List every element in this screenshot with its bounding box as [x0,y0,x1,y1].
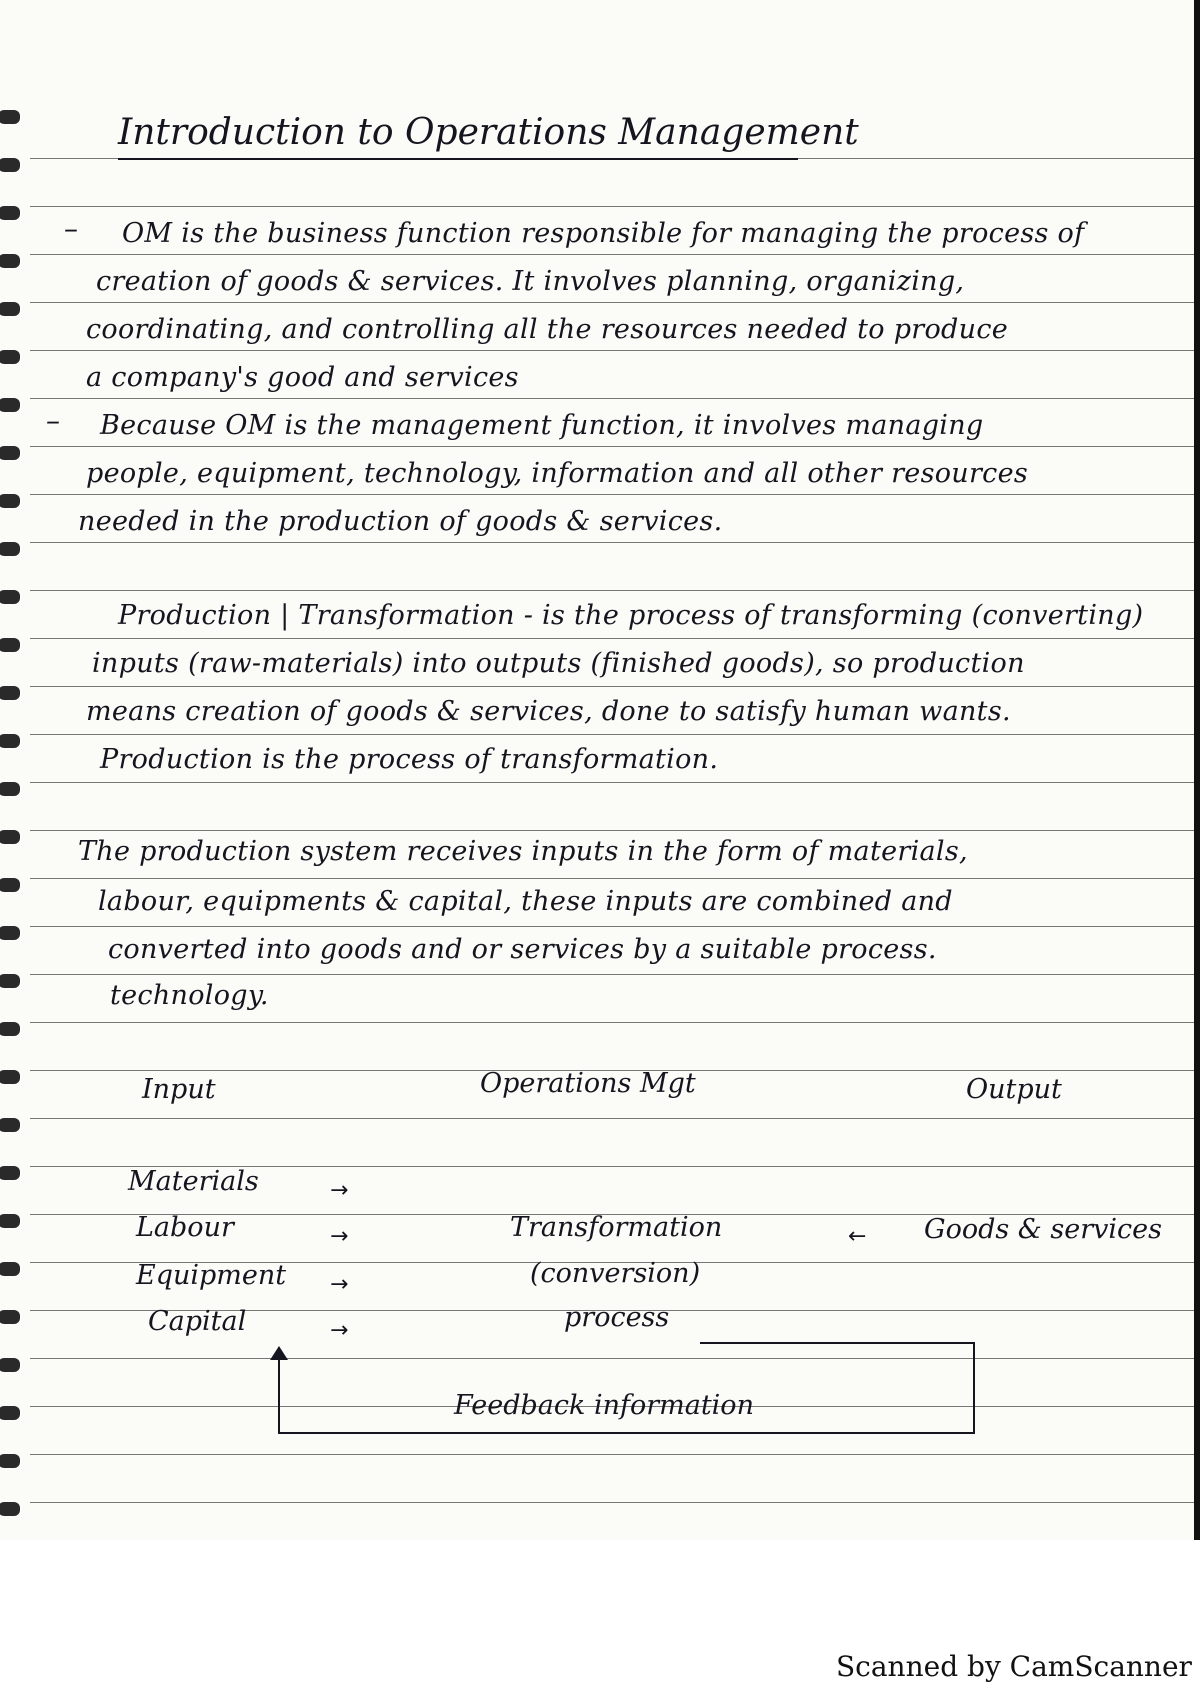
arrow-up-icon [270,1346,288,1360]
binder-hole [0,686,20,700]
paragraph3-line-1: Production | Transformation - is the process of transforming (converting) [118,600,1144,631]
scanner-watermark: Scanned by CamScanner [836,1650,1192,1683]
ruled-line [30,686,1200,687]
page-edge [1194,0,1200,1540]
binder-hole [0,1454,20,1468]
binder-hole [0,302,20,316]
paragraph2-line-2: people, equipment, technology, information and all other resources [86,458,1029,489]
paragraph1-line-1: OM is the business function responsible for managing the process of [122,218,1085,249]
diagram-input-labour: Labour [136,1212,234,1243]
title-underline [118,158,798,160]
arrow-left-icon: ← [848,1224,867,1249]
binder-hole [0,254,20,268]
binder-hole [0,1358,20,1372]
paragraph4-line-2: labour, equipments & capital, these inputs are combined and [98,886,953,917]
paragraph4-line-4: technology. [110,980,269,1011]
arrow-right-icon: → [330,1178,349,1203]
bullet-dash-1: – [64,212,78,245]
arrow-right-icon: → [330,1318,349,1343]
ruled-line [30,974,1200,975]
paragraph2-line-3: needed in the production of goods & services. [78,506,723,537]
binder-hole [0,974,20,988]
diagram-input-materials: Materials [128,1166,259,1197]
ruled-line [30,494,1200,495]
diagram-middle-heading: Operations Mgt [480,1068,696,1099]
ruled-line [30,350,1200,351]
paragraph3-line-4: Production is the process of transformation. [100,744,719,775]
binder-hole [0,1070,20,1084]
ruled-line [30,254,1200,255]
binder-hole [0,1310,20,1324]
binder-hole [0,398,20,412]
binder-hole [0,110,20,124]
binder-hole [0,734,20,748]
binder-hole [0,1502,20,1516]
binder-hole [0,158,20,172]
diagram-feedback-label: Feedback information [454,1390,754,1421]
ruled-line [30,830,1200,831]
arrow-right-icon: → [330,1224,349,1249]
ruled-line [30,926,1200,927]
paragraph1-line-2: creation of goods & services. It involves planning, organizing, [96,266,965,297]
paragraph4-line-3: converted into goods and or services by a suitable process. [108,934,937,965]
binder-holes [0,0,22,1540]
ruled-line [30,590,1200,591]
ruled-line [30,1022,1200,1023]
arrow-right-icon: → [330,1272,349,1297]
ruled-line [30,1118,1200,1119]
binder-hole [0,1262,20,1276]
binder-hole [0,206,20,220]
diagram-process-line-2: (conversion) [530,1258,701,1289]
ruled-line [30,302,1200,303]
diagram-output-item: Goods & services [924,1214,1163,1245]
ruled-line [30,446,1200,447]
binder-hole [0,830,20,844]
binder-hole [0,638,20,652]
ruled-line [30,398,1200,399]
ruled-line [30,206,1200,207]
ruled-line [30,638,1200,639]
binder-hole [0,1214,20,1228]
ruled-line [30,734,1200,735]
diagram-process-line-1: Transformation [510,1212,723,1243]
ruled-line [30,1454,1200,1455]
paragraph1-line-3: coordinating, and controlling all the resources needed to produce [86,314,1009,345]
binder-hole [0,878,20,892]
paragraph2-line-1: Because OM is the management function, it involves managing [100,410,984,441]
binder-hole [0,1022,20,1036]
diagram-input-heading: Input [142,1074,216,1105]
diagram-input-capital: Capital [148,1306,247,1337]
binder-hole [0,350,20,364]
bullet-dash-2: – [46,404,60,437]
page-title: Introduction to Operations Management [118,112,859,153]
ruled-line [30,878,1200,879]
paragraph3-line-2: inputs (raw-materials) into outputs (finished goods), so production [92,648,1025,679]
ruled-line [30,782,1200,783]
binder-hole [0,1406,20,1420]
ruled-line [30,1502,1200,1503]
binder-hole [0,542,20,556]
binder-hole [0,1118,20,1132]
binder-hole [0,446,20,460]
paragraph1-line-4: a company's good and services [86,362,519,393]
binder-hole [0,926,20,940]
binder-hole [0,782,20,796]
feedback-up-line [278,1358,280,1434]
binder-hole [0,494,20,508]
diagram-input-equipment: Equipment [136,1260,287,1291]
binder-hole [0,590,20,604]
diagram-output-heading: Output [966,1074,1062,1105]
paragraph4-line-1: The production system receives inputs in the form of materials, [78,836,968,867]
ruled-line [30,542,1200,543]
binder-hole [0,1166,20,1180]
paragraph3-line-3: means creation of goods & services, done to satisfy human wants. [86,696,1011,727]
diagram-process-line-3: process [564,1302,670,1333]
